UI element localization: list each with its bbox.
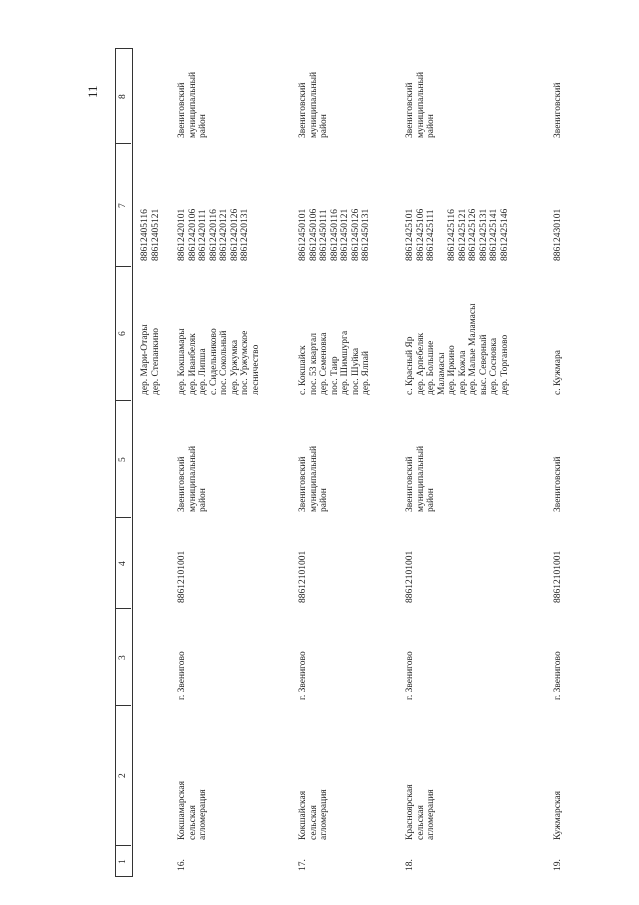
column-separator <box>115 845 131 846</box>
header-cell: 7 <box>118 202 128 208</box>
table-cell-district: Звениговский муниципальный район <box>298 445 329 512</box>
column-separator <box>115 143 131 144</box>
header-left-border <box>115 48 116 877</box>
column-separator <box>115 517 131 518</box>
header-cell: 3 <box>118 654 128 660</box>
table-cell-district: Звениговский <box>553 82 563 138</box>
table-cell-center: г. Звенигово <box>405 651 415 700</box>
header-cell: 8 <box>118 93 128 99</box>
header-cell: 4 <box>118 560 128 566</box>
table-cell-district: Звениговский муниципальный район <box>177 71 208 138</box>
header-cell: 6 <box>118 331 128 336</box>
table-cell-settlements: с. Красный Яр дер. Арпебеляк дер. Большие Маламасы дер. Иркино дер. Кожла дер. Малые Маламасы выс. Северный дер. Сосновка дер. Торганово <box>405 303 510 395</box>
table-cell-settlements: с. Кужмара <box>553 350 563 395</box>
table-cell-name: Кужмарская <box>553 791 563 840</box>
table-cell-settlements: с. Кокшайск пос. 53 квартал дер. Семеновка пос. Таир дер. Шимшургa пос. Шуйка дер. Ялпай <box>298 330 371 395</box>
table-cell-name: Кокшайская сельская агломерация <box>298 789 329 840</box>
table-bottom-border <box>115 876 133 877</box>
column-separator <box>115 266 131 267</box>
header-right-border <box>132 48 133 877</box>
table-cell-codes: 88612405116 88612405121 <box>140 208 161 261</box>
column-separator <box>115 608 131 609</box>
table-cell-center: г. Звенигово <box>553 651 563 700</box>
column-separator <box>115 400 131 401</box>
page-number: 11 <box>85 85 100 98</box>
table-cell-oktmo: 88612101001 <box>405 550 415 603</box>
header-cell: 2 <box>118 773 128 778</box>
column-separator <box>115 705 131 706</box>
table-top-border <box>115 48 133 49</box>
table-cell-settlements: дер. Мари-Отары дер. Степанкино <box>140 324 161 395</box>
table-cell-district: Звениговский <box>553 456 563 512</box>
table-cell-num: 19. <box>553 859 563 871</box>
table-cell-oktmo: 88612101001 <box>177 550 187 603</box>
header-cell: 5 <box>118 456 128 462</box>
table-cell-name: Красноярская сельская агломерация <box>405 784 436 840</box>
header-cell: 1 <box>118 858 128 864</box>
table-cell-codes: 88612450101 88612450106 88612450111 88612450116 88612450121 88612450126 88612450131 <box>298 208 371 261</box>
table-cell-num: 17. <box>298 859 308 871</box>
table-cell-num: 18. <box>405 859 415 871</box>
table-cell-center: г. Звенигово <box>177 651 187 700</box>
table-cell-district: Звениговский муниципальный район <box>298 71 329 138</box>
table-cell-oktmo: 88612101001 <box>298 550 308 603</box>
table-cell-codes: 88612420101 88612420106 88612420111 88612420116 88612420121 88612420126 88612420131 <box>177 208 250 261</box>
table-cell-center: г. Звенигово <box>298 651 308 700</box>
table-cell-district: Звениговский муниципальный район <box>177 445 208 512</box>
table-cell-district: Звениговский муниципальный район <box>405 71 436 138</box>
table-cell-name: Кокшамарская сельская агломерация <box>177 781 208 840</box>
table-cell-codes: 88612425101 88612425106 88612425111 88612425116 88612425121 88612425126 88612425131 88612425141 88612425146 <box>405 208 510 261</box>
table-cell-oktmo: 88612101001 <box>553 550 563 603</box>
table-cell-settlements: дер. Кокшамары дер. Иванбеляк дер. Липша с. Сидельниково пос. Сокольный дер. Уржумка пос. Уржумское лесничество <box>177 328 261 395</box>
table-cell-district: Звениговский муниципальный район <box>405 445 436 512</box>
table-cell-codes: 88612430101 <box>553 208 563 261</box>
table-cell-num: 16. <box>177 859 187 871</box>
